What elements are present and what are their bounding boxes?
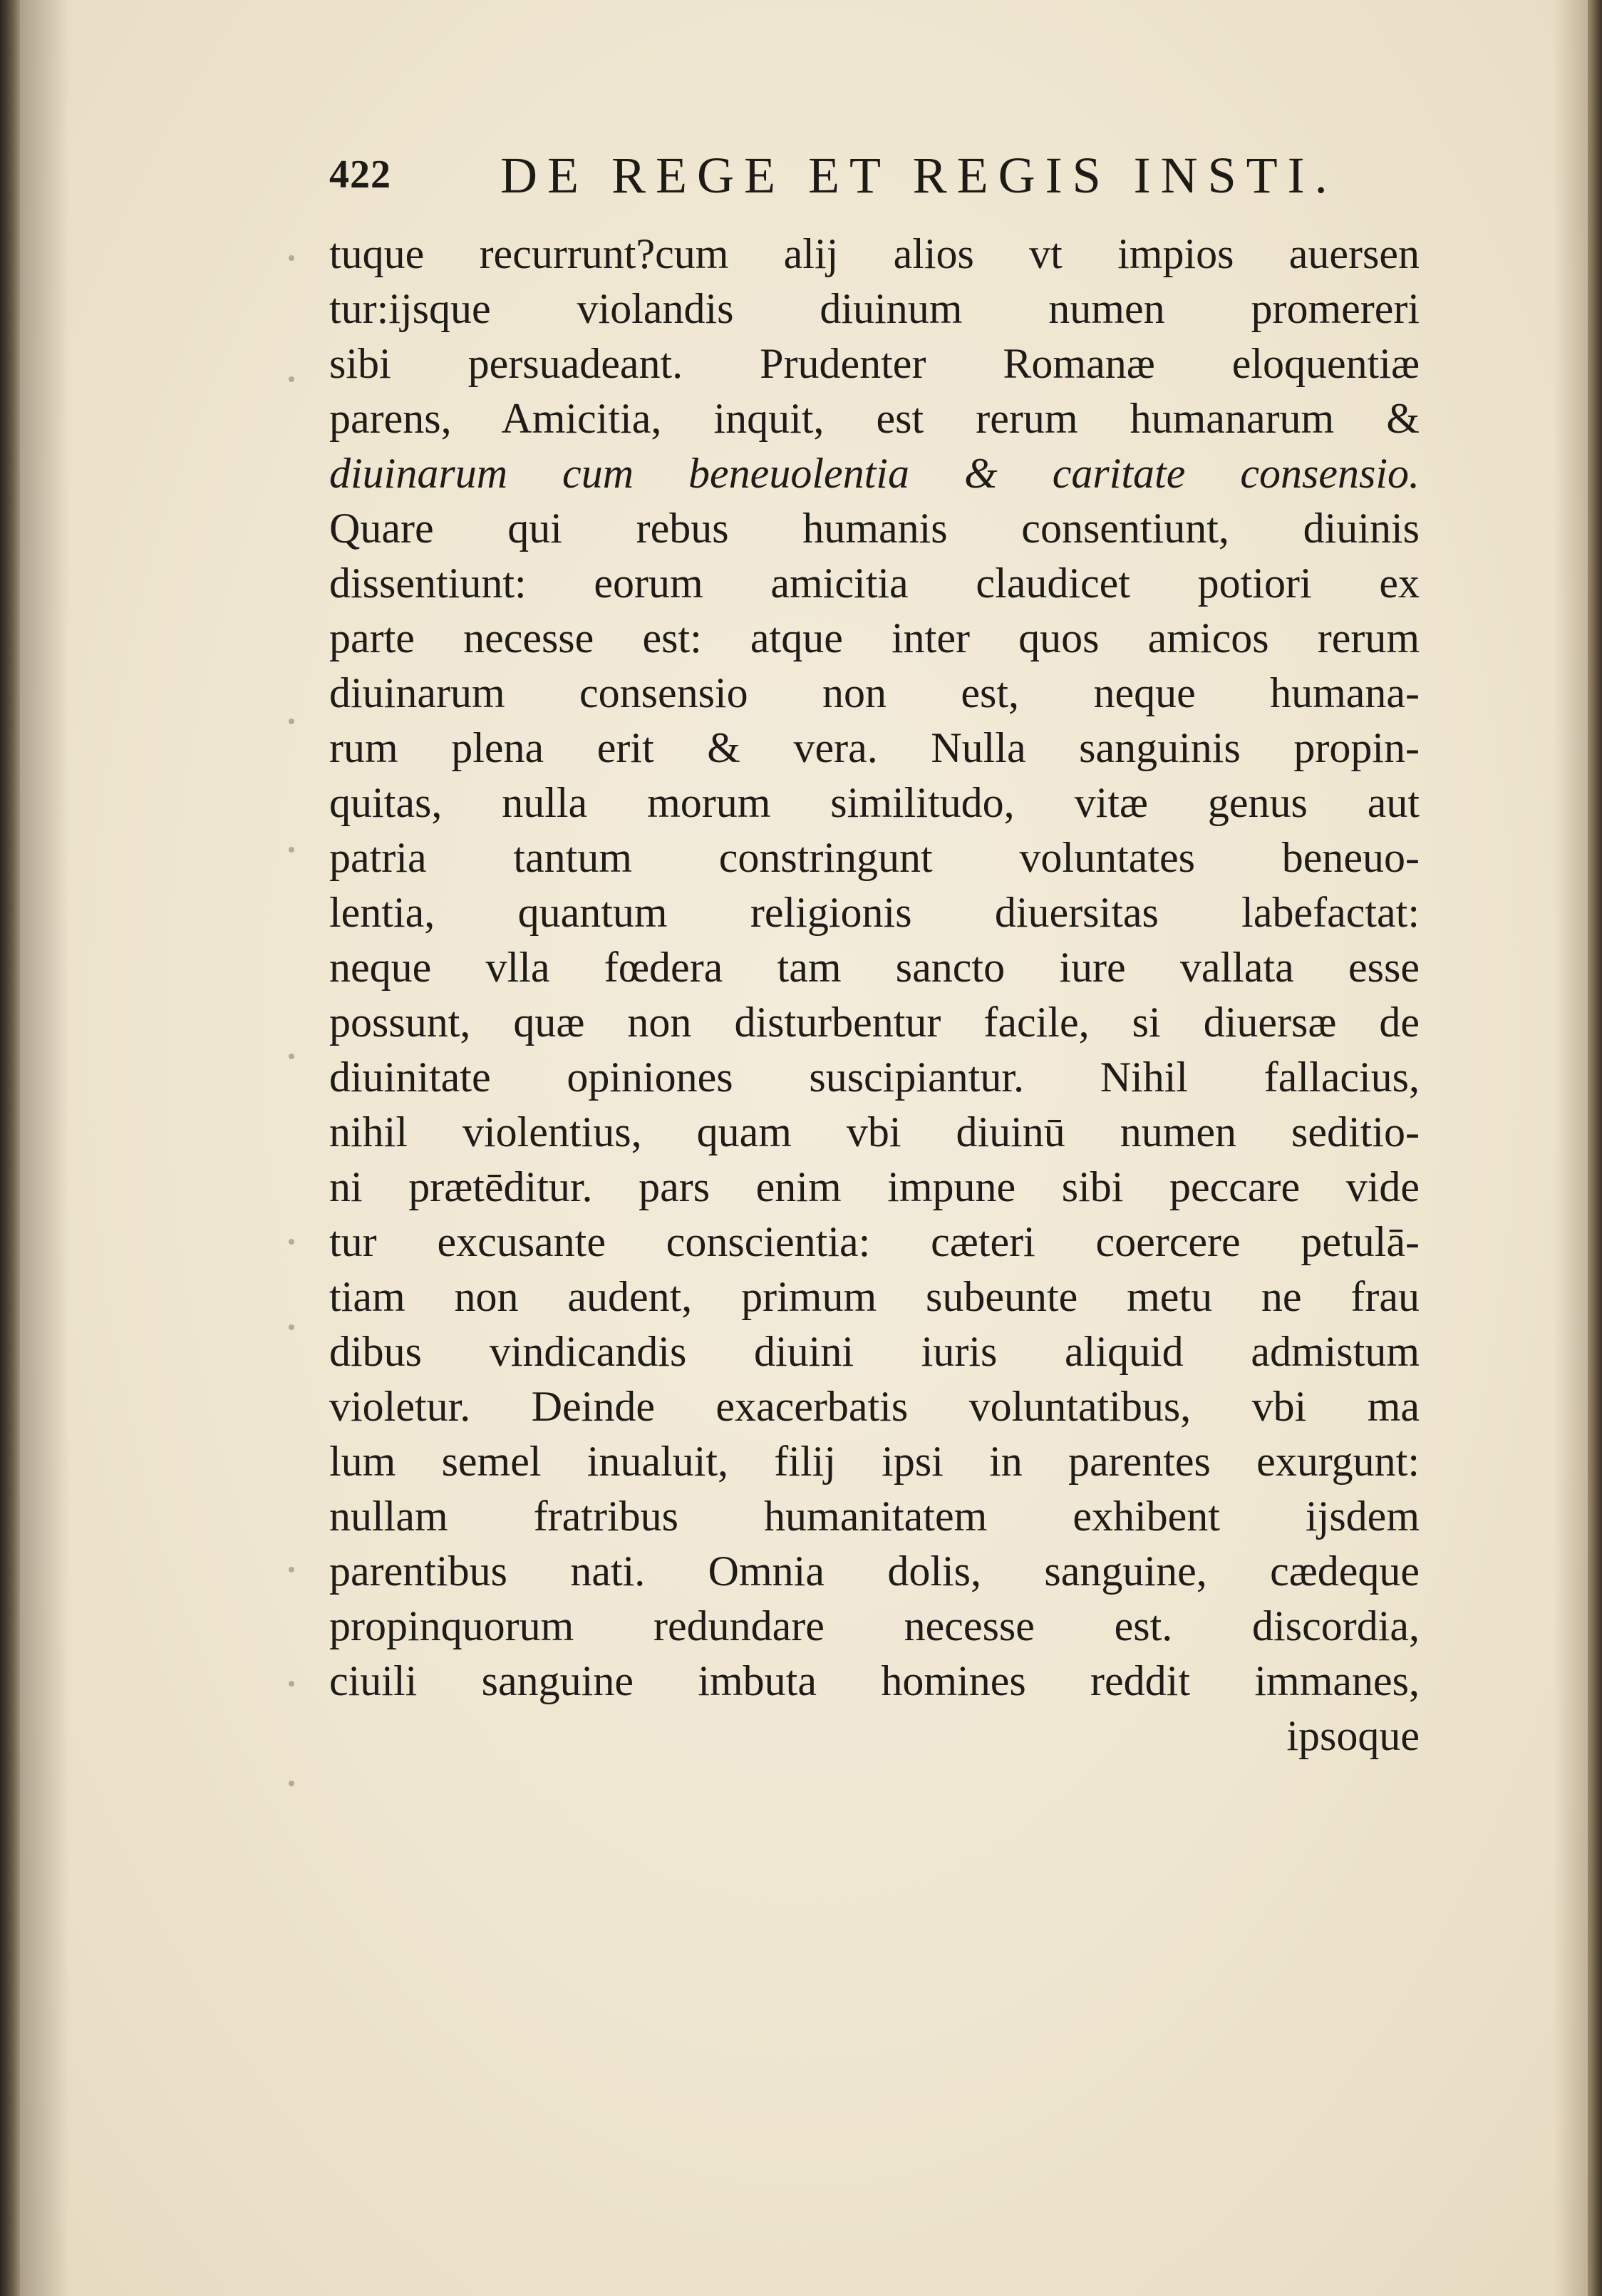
- text-line: propinquorum redundare necesse est. discordia,: [329, 1602, 1420, 1649]
- catchword: ipsoque: [1286, 1712, 1420, 1759]
- text-line: diuinitate opiniones suscipiantur. Nihil fallacius,: [329, 1054, 1420, 1101]
- text-line: dibus vindicandis diuini iuris aliquid admistum: [329, 1328, 1420, 1375]
- text-line: diuinarum consensio non est, neque humana-: [329, 669, 1420, 716]
- text-line: patria tantum constringunt voluntates beneuo-: [329, 834, 1420, 881]
- text-line: tiam non audent, primum subeunte metu ne frau: [329, 1273, 1420, 1320]
- text-line: lum semel inualuit, filij ipsi in parentes exurgunt:: [329, 1438, 1420, 1485]
- text-line: ciuili sanguine imbuta homines reddit immanes,: [329, 1657, 1420, 1704]
- text-line: quitas, nulla morum similitudo, vitæ genus aut: [329, 779, 1420, 826]
- text-line: nihil violentius, quam vbi diuinū numen seditio-: [329, 1108, 1420, 1155]
- text-line: violetur. Deinde exacerbatis voluntatibus, vbi ma: [329, 1383, 1420, 1430]
- text-line: parte necesse est: atque inter quos amicos rerum: [329, 614, 1420, 661]
- text-line: parens, Amicitia, inquit, est rerum humanarum &: [329, 395, 1420, 442]
- show-through: [292, 1940, 1005, 1990]
- text-line: sibi persuadeant. Prudenter Romanæ eloquentiæ: [329, 340, 1420, 387]
- body-text: [329, 227, 1420, 1764]
- page-number: 422: [329, 153, 391, 197]
- text-line: parentibus nati. Omnia dolis, sanguine, cædeque: [329, 1548, 1420, 1595]
- page-header: [329, 146, 1412, 210]
- gutter-shadow: [20, 0, 70, 2296]
- text-line: ni prætēditur. pars enim impune sibi peccare vide: [329, 1163, 1420, 1210]
- text-line: neque vlla fœdera tam sancto iure vallata esse: [329, 944, 1420, 991]
- text-line: rum plena erit & vera. Nulla sanguinis propin-: [329, 724, 1420, 771]
- text-line: possunt, quæ non disturbentur facile, si diuersæ de: [329, 999, 1420, 1046]
- text-line: tur:ijsque violandis diuinum numen promereri: [329, 285, 1420, 332]
- running-title: DE REGE ET REGIS INSTI.: [500, 147, 1338, 204]
- margin-marks: [281, 227, 310, 1937]
- text-line: tur excusante conscientia: cæteri coercere petulā-: [329, 1218, 1420, 1265]
- text-line: diuinarum cum beneuolentia & caritate consensio.: [329, 450, 1420, 497]
- text-line: dissentiunt: eorum amicitia claudicet potiori ex: [329, 560, 1420, 607]
- text-line: lentia, quantum religionis diuersitas labefactat:: [329, 889, 1420, 936]
- text-line: nullam fratribus humanitatem exhibent ijsdem: [329, 1493, 1420, 1540]
- text-line: Quare qui rebus humanis consentiunt, diuinis: [329, 505, 1420, 552]
- text-line: tuque recurrunt?cum alij alios vt impios auersen: [329, 230, 1420, 277]
- page-edge: [1554, 0, 1588, 2296]
